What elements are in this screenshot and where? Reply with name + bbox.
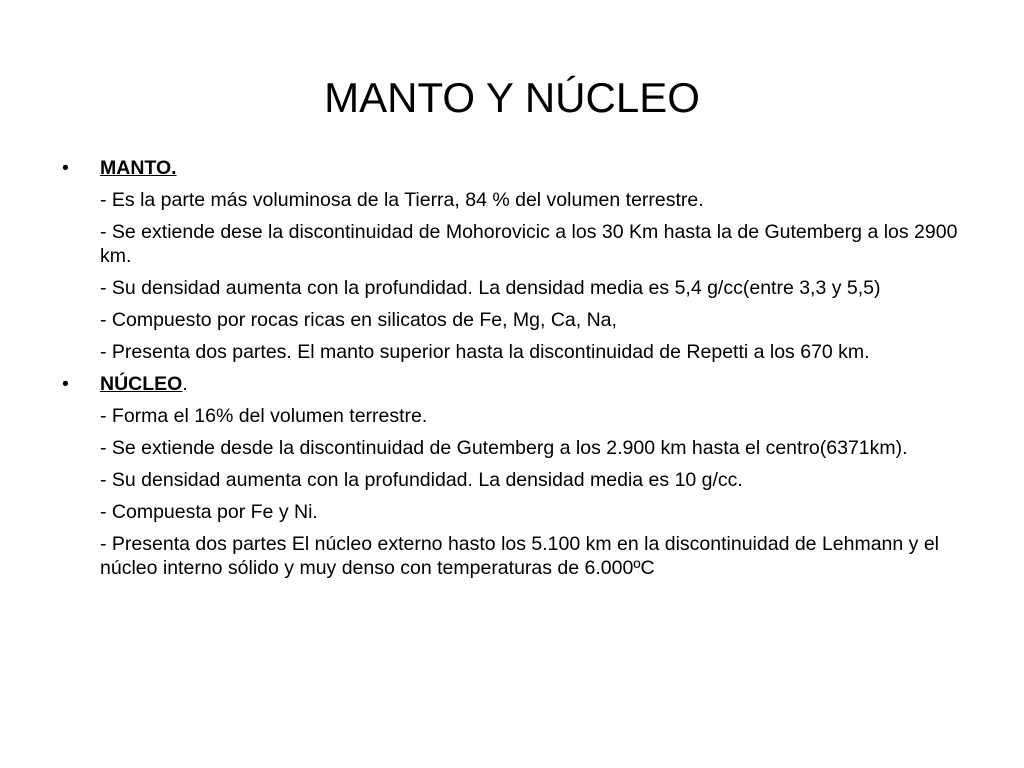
list-item: - Forma el 16% del volumen terrestre. xyxy=(100,405,428,427)
section-heading-suffix: . xyxy=(182,373,188,395)
list-item: - Es la parte más voluminosa de la Tierra, 84 % del volumen terrestre. xyxy=(100,189,704,211)
list-item: - Su densidad aumenta con la profundidad. La densidad media es 10 g/cc. xyxy=(100,469,743,491)
list-item: - Su densidad aumenta con la profundidad. La densidad media es 5,4 g/cc(entre 3,3 y 5,5) xyxy=(100,277,881,299)
slide-title: MANTO Y NÚCLEO xyxy=(324,74,700,121)
section-heading: MANTO. xyxy=(100,157,177,179)
section-heading-row xyxy=(62,372,962,396)
bullet-icon: • xyxy=(62,157,69,179)
section-nucleo xyxy=(62,372,962,580)
list-item: - Presenta dos partes El núcleo externo hasto los 5.100 km en la discontinuidad de Lehmann y el núcleo interno sólido y muy denso con temperaturas de 6.000ºC xyxy=(100,533,940,579)
bullet-icon: • xyxy=(62,373,69,395)
section-heading-row xyxy=(62,156,962,180)
slide-content xyxy=(62,156,962,588)
list-item: - Se extiende dese la discontinuidad de Mohorovicic a los 30 Km hasta la de Gutemberg a los 2900 km. xyxy=(100,221,958,267)
section-manto xyxy=(62,156,962,364)
section-heading: NÚCLEO xyxy=(100,373,183,395)
list-item: - Compuesto por rocas ricas en silicatos de Fe, Mg, Ca, Na, xyxy=(100,309,617,331)
list-item: - Compuesta por Fe y Ni. xyxy=(100,501,318,523)
list-item: - Presenta dos partes. El manto superior hasta la discontinuidad de Repetti a los 670 km. xyxy=(100,341,870,363)
list-item: - Se extiende desde la discontinuidad de Gutemberg a los 2.900 km hasta el centro(6371km). xyxy=(100,437,908,459)
